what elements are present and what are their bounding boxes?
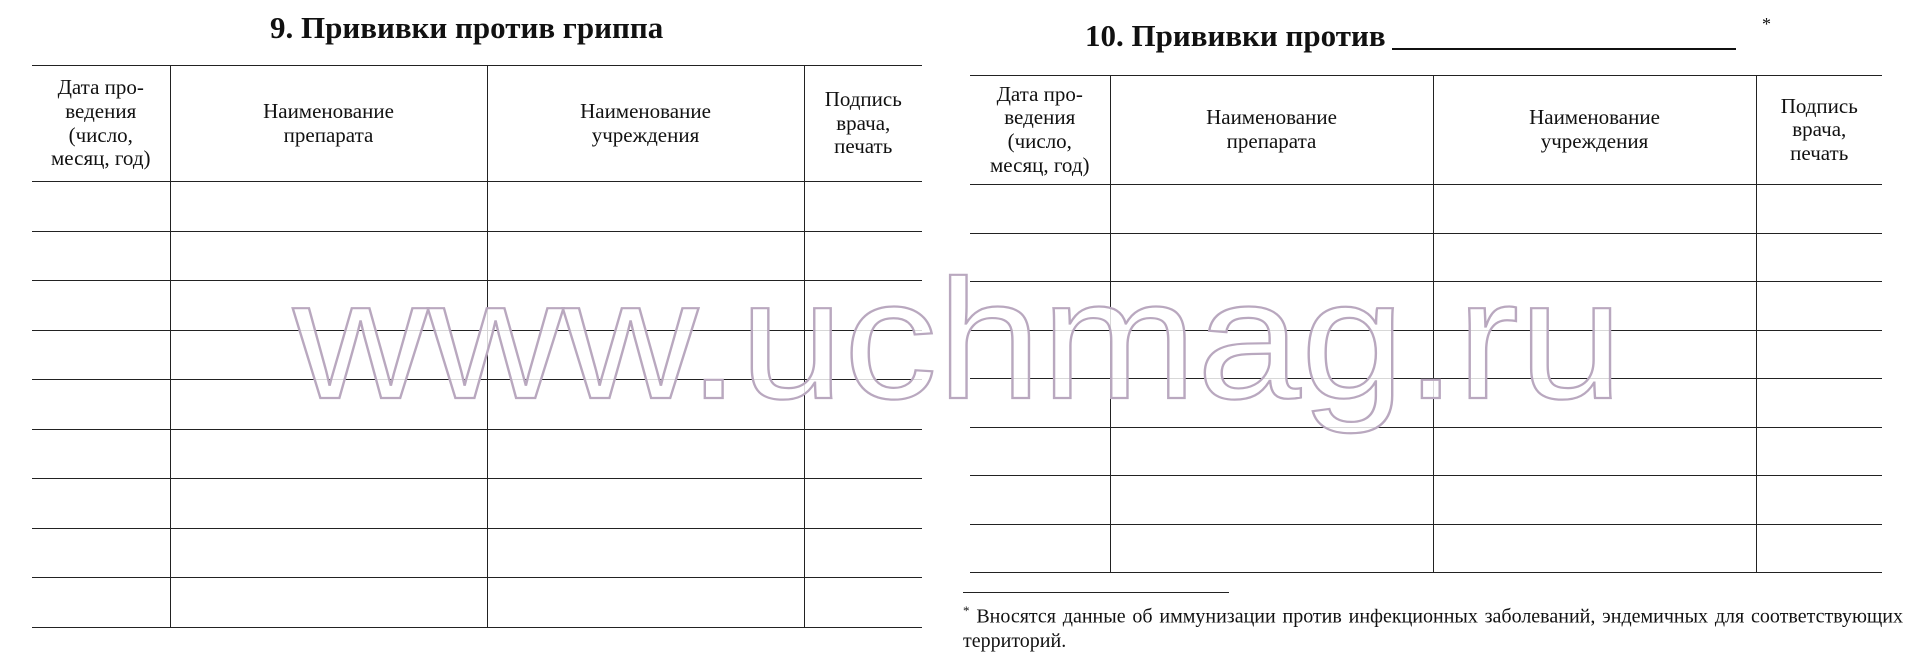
- date-cell[interactable]: [970, 476, 1110, 525]
- drug-name-cell[interactable]: [1110, 330, 1433, 379]
- drug-name-cell[interactable]: [170, 528, 487, 578]
- institution-cell[interactable]: [487, 528, 804, 578]
- institution-cell[interactable]: [487, 380, 804, 430]
- signature-cell[interactable]: [804, 429, 922, 479]
- drug-name-cell[interactable]: [170, 231, 487, 281]
- drug-name-cell[interactable]: [170, 479, 487, 529]
- signature-cell[interactable]: [804, 330, 922, 380]
- signature-cell[interactable]: [804, 528, 922, 578]
- drug-name-cell[interactable]: [170, 281, 487, 331]
- column-header-date: Дата про- ведения (число, месяц, год): [970, 76, 1110, 185]
- institution-cell[interactable]: [1433, 524, 1756, 573]
- signature-cell[interactable]: [1756, 233, 1882, 282]
- table-row: [970, 427, 1882, 476]
- signature-cell[interactable]: [804, 281, 922, 331]
- drug-name-cell[interactable]: [170, 429, 487, 479]
- signature-cell[interactable]: [1756, 379, 1882, 428]
- table-row: [970, 330, 1882, 379]
- table-row: [970, 524, 1882, 573]
- table-row: [970, 379, 1882, 428]
- column-header-drug-name: Наименование препарата: [170, 66, 487, 182]
- table-row: [32, 231, 922, 281]
- other-vaccination-table: [970, 75, 1882, 573]
- table-row: [970, 476, 1882, 525]
- date-cell[interactable]: [32, 182, 170, 232]
- table-row: [32, 479, 922, 529]
- institution-cell[interactable]: [1433, 330, 1756, 379]
- signature-cell[interactable]: [804, 231, 922, 281]
- institution-cell[interactable]: [1433, 427, 1756, 476]
- drug-name-cell[interactable]: [1110, 379, 1433, 428]
- date-cell[interactable]: [970, 330, 1110, 379]
- date-cell[interactable]: [32, 578, 170, 628]
- drug-name-cell[interactable]: [170, 330, 487, 380]
- date-cell[interactable]: [32, 429, 170, 479]
- drug-name-cell[interactable]: [1110, 185, 1433, 234]
- signature-cell[interactable]: [1756, 282, 1882, 331]
- table-row: [970, 282, 1882, 331]
- date-cell[interactable]: [32, 330, 170, 380]
- institution-cell[interactable]: [1433, 476, 1756, 525]
- date-cell[interactable]: [970, 524, 1110, 573]
- drug-name-cell[interactable]: [1110, 233, 1433, 282]
- institution-cell[interactable]: [1433, 233, 1756, 282]
- table-row: [970, 185, 1882, 234]
- date-cell[interactable]: [32, 231, 170, 281]
- institution-cell[interactable]: [487, 182, 804, 232]
- table-row: [32, 380, 922, 430]
- section-10-title-line: [1085, 18, 1736, 54]
- drug-name-cell[interactable]: [1110, 427, 1433, 476]
- flu-vaccination-table: [32, 65, 922, 628]
- institution-cell[interactable]: [487, 281, 804, 331]
- signature-cell[interactable]: [804, 479, 922, 529]
- footnote-mark: *: [963, 603, 970, 618]
- watermark-text: www.uchmag.ru: [291, 245, 1623, 435]
- drug-name-cell[interactable]: [170, 578, 487, 628]
- signature-cell[interactable]: [804, 578, 922, 628]
- column-header-institution: Наименование учреждения: [487, 66, 804, 182]
- disease-blank-line[interactable]: [1392, 22, 1736, 50]
- signature-cell[interactable]: [1756, 524, 1882, 573]
- signature-cell[interactable]: [1756, 330, 1882, 379]
- column-header-institution: Наименование учреждения: [1433, 76, 1756, 185]
- institution-cell[interactable]: [487, 231, 804, 281]
- drug-name-cell[interactable]: [1110, 282, 1433, 331]
- table-row: [32, 182, 922, 232]
- drug-name-cell[interactable]: [170, 182, 487, 232]
- signature-cell[interactable]: [1756, 476, 1882, 525]
- signature-cell[interactable]: [804, 380, 922, 430]
- institution-cell[interactable]: [487, 330, 804, 380]
- institution-cell[interactable]: [1433, 379, 1756, 428]
- table-row: [32, 330, 922, 380]
- date-cell[interactable]: [970, 282, 1110, 331]
- table-row: [32, 528, 922, 578]
- table-row: [32, 578, 922, 628]
- table-row: [970, 233, 1882, 282]
- date-cell[interactable]: [32, 528, 170, 578]
- drug-name-cell[interactable]: [170, 380, 487, 430]
- section-10-footnote-mark: *: [1762, 14, 1771, 34]
- footnote: [963, 603, 1903, 653]
- column-header-signature: Подпись врача, печать: [804, 66, 922, 182]
- date-cell[interactable]: [32, 281, 170, 331]
- drug-name-cell[interactable]: [1110, 524, 1433, 573]
- date-cell[interactable]: [970, 427, 1110, 476]
- table-row: [32, 281, 922, 331]
- date-cell[interactable]: [970, 379, 1110, 428]
- section-9-title: 9. Прививки против гриппа: [270, 10, 664, 45]
- column-header-signature: Подпись врача, печать: [1756, 76, 1882, 185]
- table-row: [32, 429, 922, 479]
- signature-cell[interactable]: [1756, 185, 1882, 234]
- table-header-row: [970, 76, 1882, 185]
- column-header-date: Дата про- ведения (число, месяц, год): [32, 66, 170, 182]
- institution-cell[interactable]: [1433, 185, 1756, 234]
- date-cell[interactable]: [970, 185, 1110, 234]
- drug-name-cell[interactable]: [1110, 476, 1433, 525]
- institution-cell[interactable]: [1433, 282, 1756, 331]
- institution-cell[interactable]: [487, 578, 804, 628]
- footnote-divider: [963, 592, 1229, 593]
- table-header-row: [32, 66, 922, 182]
- institution-cell[interactable]: [487, 479, 804, 529]
- section-10-title: 10. Прививки против: [1085, 18, 1386, 53]
- institution-cell[interactable]: [487, 429, 804, 479]
- column-header-drug-name: Наименование препарата: [1110, 76, 1433, 185]
- signature-cell[interactable]: [1756, 427, 1882, 476]
- date-cell[interactable]: [32, 479, 170, 529]
- footnote-text: Вносятся данные об иммунизации против инфекционных заболеваний, эндемичных для соответствующих территорий.: [963, 605, 1903, 653]
- date-cell[interactable]: [970, 233, 1110, 282]
- date-cell[interactable]: [32, 380, 170, 430]
- signature-cell[interactable]: [804, 182, 922, 232]
